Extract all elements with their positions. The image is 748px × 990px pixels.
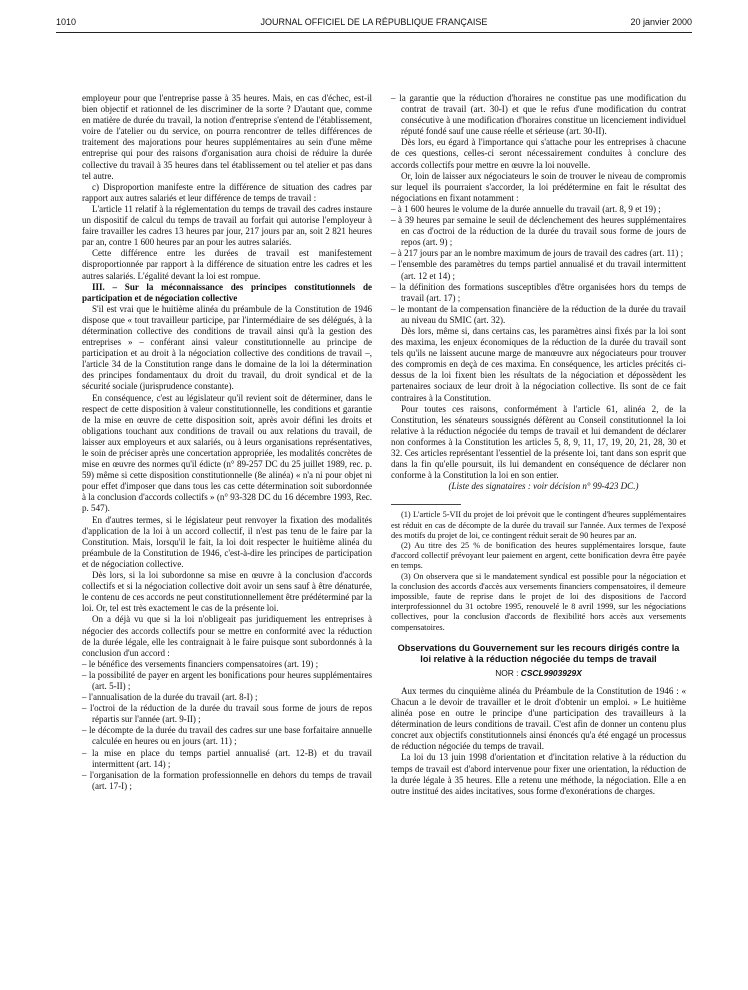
footnote: (2) Au titre des 25 % de bonification des heures supplémentaires lorsque, faute d'accord collectif prévoyant leur paiement en argent, cette bonification devra être payée en temps. xyxy=(391,540,686,571)
paragraph: En conséquence, c'est au législateur qu'il revient soit de déterminer, dans le respect de cette disposition à valeur constitutionnelle, les conditions et garantie de la mise en œuvre de cette disposition soit, après avoir défini les droits et obligations touchant aux conditions de travail ou aux relations du travail, de laisser aux employeurs et aux salariés, ou à leurs organisations représentatives, le soin de préciser après une concertation appropriée, les modalités concrètes de mise en œuvre des normes qu'il édicte (n° 89-257 DC du 25 juillet 1989, rec. p. 59) même si cette disposition constitutionnelle (8e alinéa) « n'a ni pour objet ni pour effet d'imposer que dans tous les cas cette détermination soit subordonnée à la conclusion d'accords collectifs » (n° 93-328 DC du 16 décembre 1993, Rec. p. 547). xyxy=(82,392,372,514)
list-item: – la garantie que la réduction d'horaires ne constitue pas une modification du contrat de travail (art. 30-I) et que le refus d'une modification du contrat consécutive à une modification d'horaires constitue un licenciement individuel réputé fondé sauf une cause réelle et sérieuse (art. 30-II). xyxy=(391,93,686,137)
paragraph: Pour toutes ces raisons, conformément à l'article 61, alinéa 2, de la Constitution, les sénateurs soussignés défèrent au Conseil constitutionnel la loi relative à la réduction négociée du temps de travail et lui demandent de déclarer non conformes à la Constitution les articles 5, 8, 9, 11, 17, 19, 20, 21, 28, 30 et 32. Ces articles représentant l'essentiel de la présente loi, tant dans son esprit que dans la fin qu'elle poursuit, ils lui demandent en conséquence de déclarer non conforme à la Constitution la loi en son entier. xyxy=(391,403,686,481)
conditions-list xyxy=(82,659,372,792)
nor-label: NOR : xyxy=(495,667,519,678)
paragraph: On a déjà vu que si la loi n'obligeait pas juridiquement les entreprises à négocier des accords collectifs pour se mettre en conformité avec la réduction de la durée légale, elle les contraignait à le faire puisque sont subordonnés à la conclusion d'un accord : xyxy=(82,614,372,658)
list-item: – la définition des formations susceptibles d'être organisées hors du temps de travail (art. 17) ; xyxy=(391,282,686,304)
list-item: – l'organisation de la formation professionnelle en dehors du temps de travail (art. 17-I) ; xyxy=(82,770,372,792)
footnote: (1) L'article 5-VII du projet de loi prévoit que le contingent d'heures supplémentaires est réduit en cas de décompte de la durée du travail sur l'année. Aux termes de l'exposé des motifs du projet de loi, ce contingent réduit serait de 90 heures par an. xyxy=(391,510,686,540)
paragraph: L'article 11 relatif à la réglementation du temps de travail des cadres instaure un dispositif de calcul du temps de travail au forfait qui autorise l'employeur à faire travailler les cadres 13 heures par jour, 217 jours par an, soit 2 821 heures par an, contre 1 600 heures par an pour les autres salariés. xyxy=(82,203,372,248)
paragraph: Or, loin de laisser aux négociateurs le soin de trouver le niveau de compromis sur lequel ils pourraient s'accorder, la loi prédétermine en fait le résultat des négociations en fixant notamment : xyxy=(391,170,686,203)
paragraph: En d'autres termes, si le législateur peut renvoyer la fixation des modalités d'application de la loi à un accord collectif, il n'est pas tenu de le faire par la Constitution. Mais, lorsqu'il le fait, la loi doit respecter le huitième alinéa du préambule de la Constitution de 1946, c'est-à-dire les principes de participation et de négociation collective. xyxy=(82,514,372,569)
list-item: – le montant de la compensation financière de la réduction de la durée du travail au niveau du SMIC (art. 32). xyxy=(391,304,686,326)
page-number: 1010 xyxy=(56,17,77,27)
left-column xyxy=(82,93,372,792)
continued-list xyxy=(391,93,686,137)
issue-date: 20 janvier 2000 xyxy=(630,17,692,27)
paragraph: employeur pour que l'entreprise passe à 35 heures. Mais, en cas d'échec, est-il bien objectif et rationnel de les discriminer de la sorte ? D'autant que, comme en matière de durée du travail, la notion d'entreprise s'entend de l'établissement, voire de l'atelier ou du service, on pourra rencontrer de telles différences de traitement des majorations pour heures supplémentaires au sein d'une même entreprise qui pour des raisons d'organisation aura choisi de réduire la durée collective du travail à 35 heures dans tel établissement ou tel atelier et pas dans tel autre. xyxy=(82,93,372,181)
observations-heading: Observations du Gouvernement sur les recours dirigés contre la loi relative à la réduction négociée du temps de travail xyxy=(397,642,680,664)
right-column xyxy=(391,93,686,797)
nor-code: CSCL9903929X xyxy=(520,667,582,678)
list-item: – la possibilité de payer en argent les bonifications pour heures supplémentaires (art. 5-II) ; xyxy=(82,670,372,692)
list-item: – à 1 600 heures le volume de la durée annuelle du travail (art. 8, 9 et 19) ; xyxy=(391,204,686,215)
paragraph: c) Disproportion manifeste entre la différence de situation des cadres par rapport aux autres salariés et leur différence de temps de travail : xyxy=(82,181,372,203)
nor-reference xyxy=(391,668,686,679)
list-item: – à 39 heures par semaine le seuil de déclenchement des heures supplémentaires en cas d'octroi de la réduction de la durée du travail sous forme de jours de repos (art. 9) ; xyxy=(391,215,686,248)
page-header xyxy=(56,17,692,31)
header-rule xyxy=(56,32,692,33)
paragraph: Dès lors, eu égard à l'importance qui s'attache pour les entreprises à chacune de ces questions, celles-ci seront nécessairement conduites à conclure des accords collectifs pour mettre en œuvre la loi nouvelle. xyxy=(391,137,686,170)
footnote-rule xyxy=(391,504,461,505)
list-item: – la mise en place du temps partiel annualisé (art. 12-B) et du travail intermittent (art. 14) ; xyxy=(82,748,372,770)
paragraph: Aux termes du cinquième alinéa du Préambule de la Constitution de 1946 : « Chacun a le devoir de travailler et le droit d'obtenir un emploi. » Le huitième alinéa pose en outre le principe d'une participation des travailleurs à la détermination de leurs conditions de travail. C'est afin de donner un contenu plus concret aux objectifs constitutionnels ainsi énoncés qu'a été engagé un processus de réduction négociée du temps de travail. xyxy=(391,685,686,752)
signatories-note: (Liste des signataires : voir décision n° 99-423 DC.) xyxy=(448,481,639,492)
list-item: – l'ensemble des paramètres du temps partiel annualisé et du travail intermittent (art. 12 et 14) ; xyxy=(391,259,686,281)
list-item: – l'octroi de la réduction de la durée du travail sous forme de jours de repos répartis sur l'année (art. 9-II) ; xyxy=(82,703,372,725)
paragraph: S'il est vrai que le huitième alinéa du préambule de la Constitution de 1946 dispose que « tout travailleur participe, par l'intermédiaire de ses délégués, à la détermination collective des conditions de travail ainsi qu'à la gestion des entreprises » – conférant ainsi valeur constitutionnelle au principe de participation et au droit à la négociation collective des conditions de travail –, l'article 34 de la Constitution range dans le domaine de la loi la détermination des principes fondamentaux du droit du travail, du droit syndical et de la sécurité sociale (jurisprudence constante). xyxy=(82,303,372,392)
list-item: – le bénéfice des versements financiers compensatoires (art. 19) ; xyxy=(82,659,372,670)
list-item: – l'annualisation de la durée du travail (art. 8-I) ; xyxy=(82,692,372,703)
paragraph: La loi du 13 juin 1998 d'orientation et d'incitation relative à la réduction du temps de travail est d'abord intervenue pour fixer une orientation, la réduction de la durée légale à 35 heures. Elle a retenu une méthode, la négociation. Elle a en outre institué des aides incitatives, sous forme d'exonérations de charges. xyxy=(391,752,686,796)
paragraph: Cette différence entre les durées de travail est manifestement disproportionnée par rapport à la différence de situation entre les cadres et les autres salariés. L'égalité devant la loi est rompue. xyxy=(82,248,372,281)
list-item: – le décompte de la durée du travail des cadres sur une base forfaitaire annuelle calculée en heures ou en jours (art. 11) ; xyxy=(82,725,372,747)
paragraph: Dès lors, même si, dans certains cas, les paramètres ainsi fixés par la loi sont des maxima, les enjeux économiques de la réduction de la durée du travail sont tels qu'ils ne laissent aucune marge de manœuvre aux négociateurs pour trouver des compromis en deçà de ces maxima. En conséquence, les articles précités ci-dessus de la loi fixent bien les résultats de la négociation et dépossèdent les partenaires sociaux de leur droit à la négociation collective. Ils sont de ce fait contraires à la Constitution. xyxy=(391,325,686,403)
paragraph: Dès lors, si la loi subordonne sa mise en œuvre à la conclusion d'accords collectifs et si la négociation collective doit avoir un sens sauf à être dénaturée, le contenu de ces accords ne peut constitutionnellement être prédéterminé par la loi. Or, tel est très exactement le cas de la présente loi. xyxy=(82,570,372,614)
footnotes xyxy=(391,510,686,632)
footnote: (3) On observera que si le mandatement syndical est possible pour la négociation et la conclusion des accords d'accès aux versements financiers compensatoires, il demeure impossible, faute de reprise dans le projet de loi des dispositions de l'accord interprofessionnel du 31 octobre 1995, renouvelé le 8 avril 1999, sur les négociations collectives, pour la conclusion d'accords de flexibilité hors accès aux versements compensatoires. xyxy=(391,571,686,632)
journal-title: JOURNAL OFFICIEL DE LA RÉPUBLIQUE FRANÇAISE xyxy=(260,17,488,27)
section-heading: III. – Sur la méconnaissance des principes constitutionnels de participation et de négociation collective xyxy=(82,281,372,303)
parameters-list xyxy=(391,204,686,326)
list-item: – à 217 jours par an le nombre maximum de jours de travail des cadres (art. 11) ; xyxy=(391,248,686,259)
